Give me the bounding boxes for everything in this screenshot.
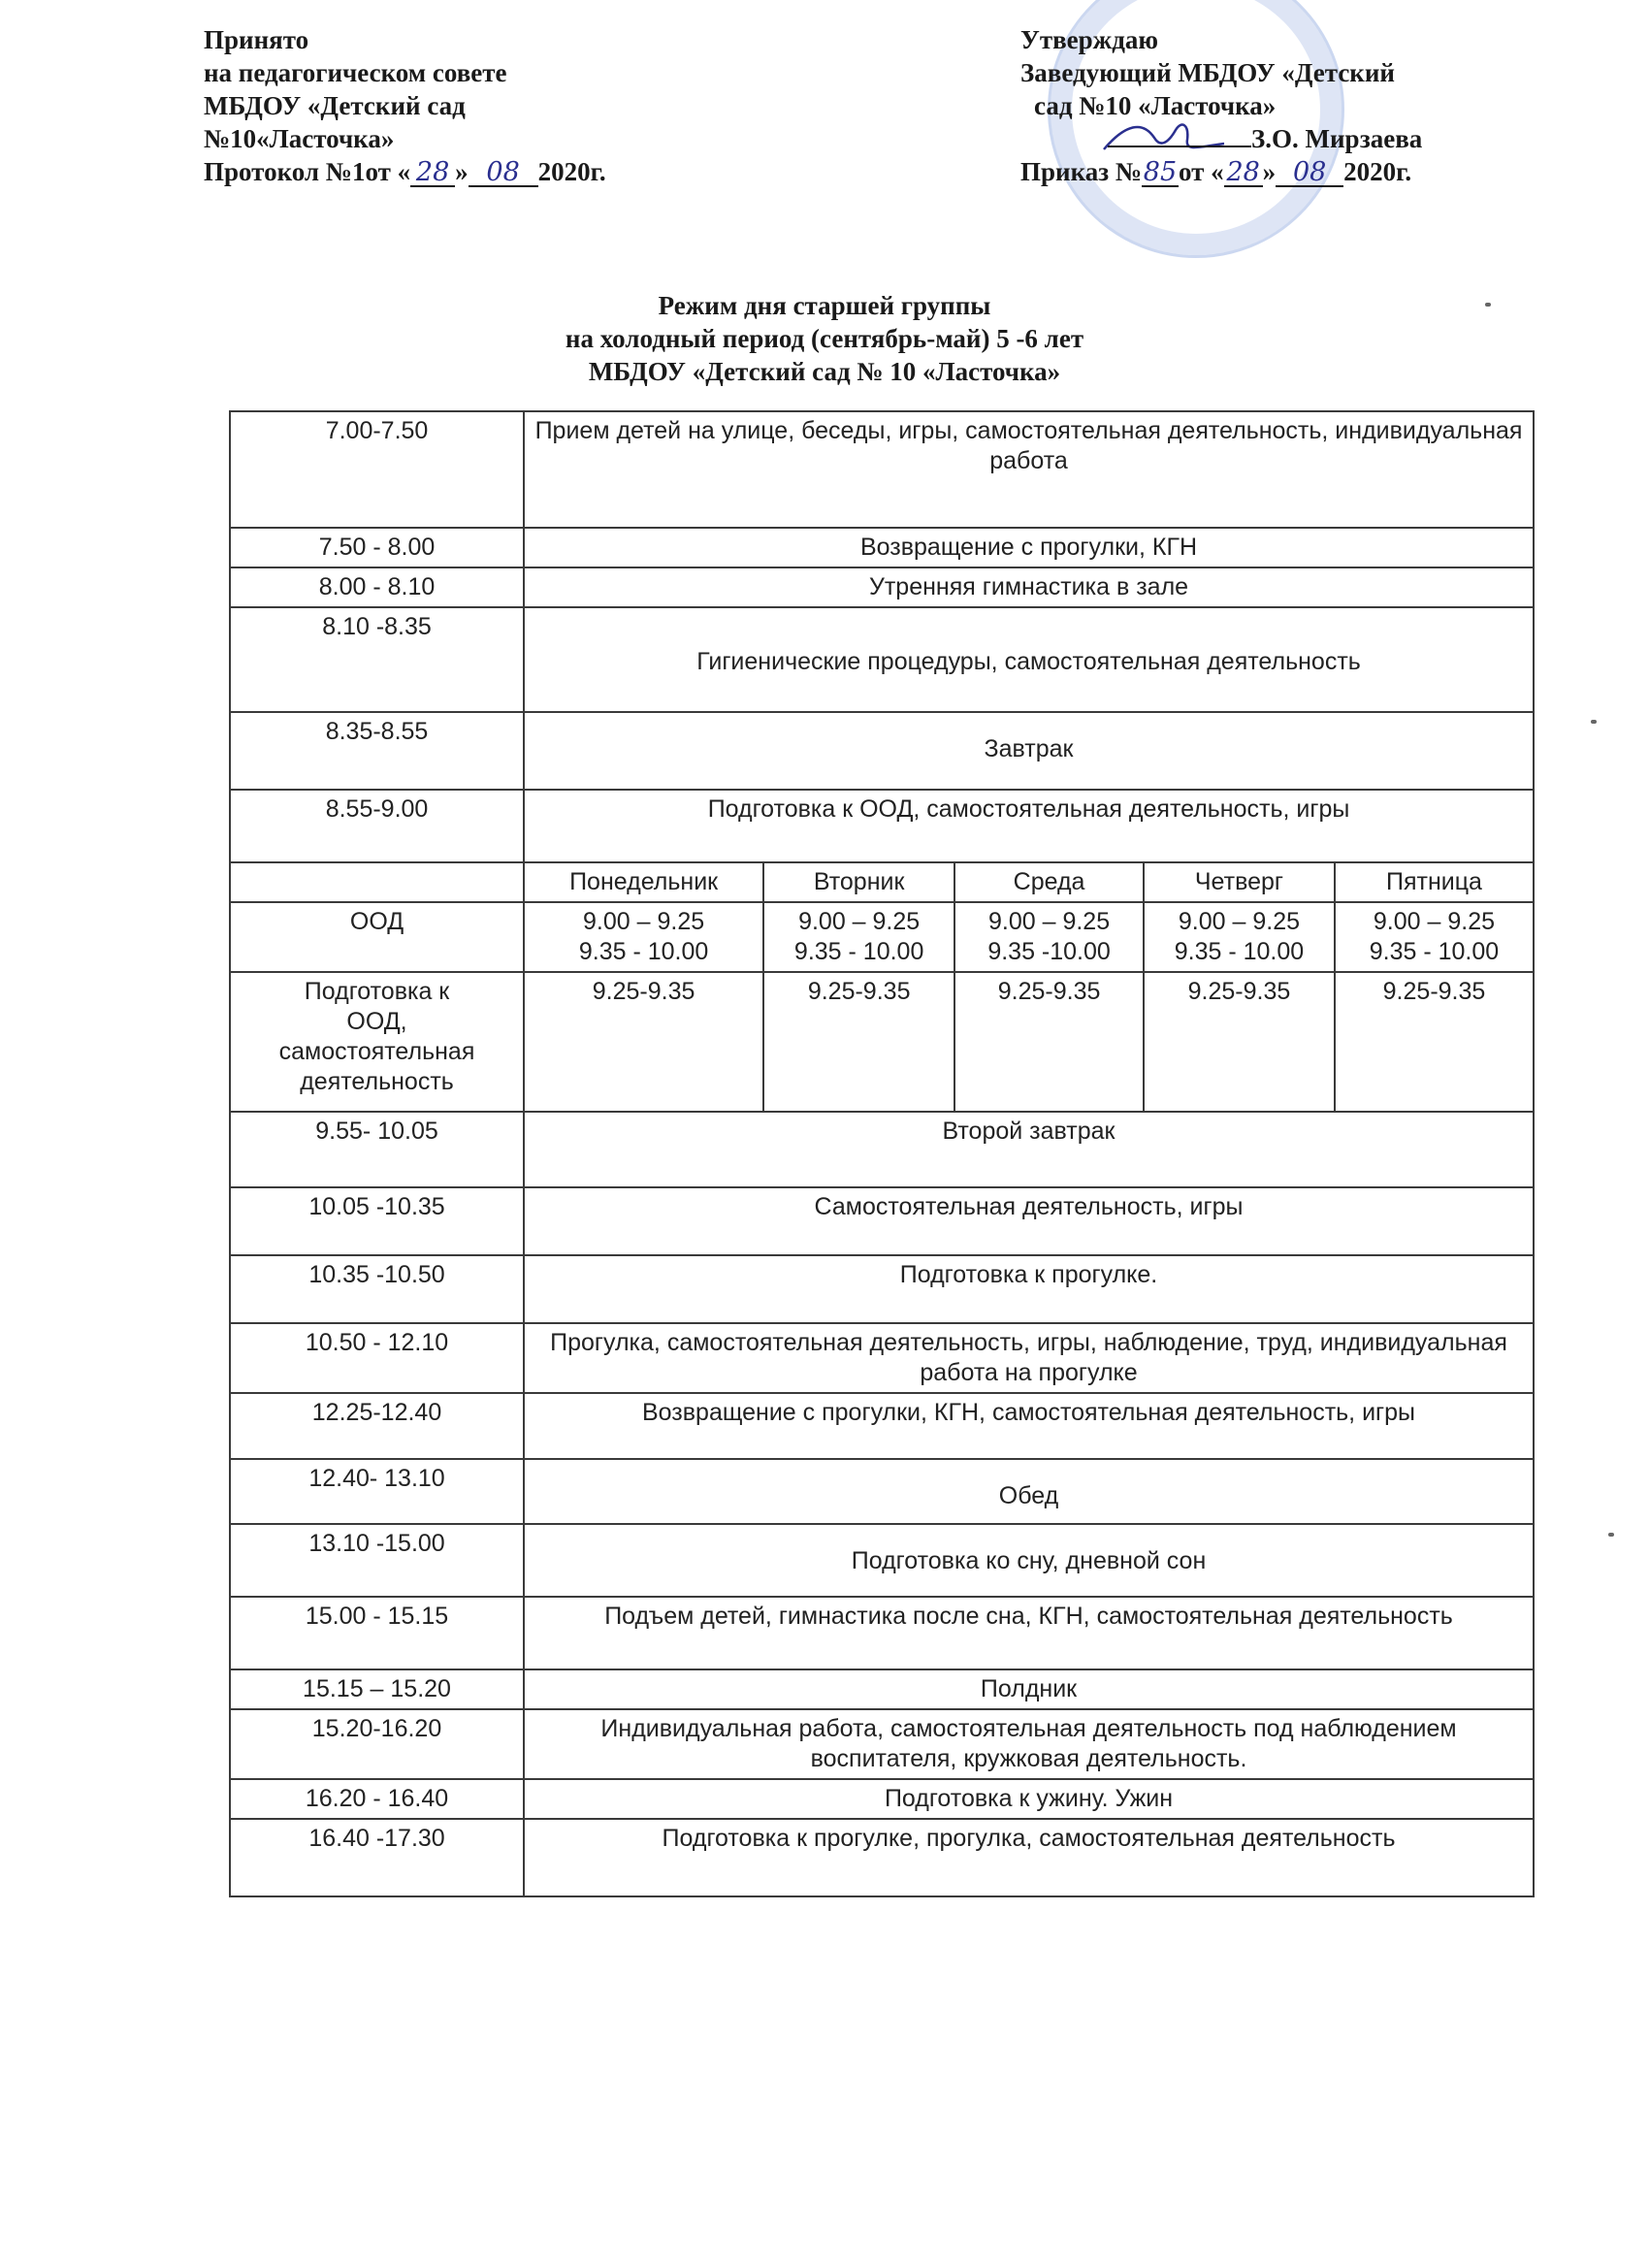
document-title <box>0 289 1649 388</box>
table-row <box>230 712 1534 790</box>
table-row <box>230 1779 1534 1819</box>
table-row <box>230 1819 1534 1896</box>
table-row <box>230 411 1534 528</box>
day-header: Понедельник <box>524 862 763 902</box>
time-cell: 12.40- 13.10 <box>230 1459 524 1524</box>
activity-cell: Полдник <box>524 1669 1534 1709</box>
order-day: 28 <box>1224 160 1263 187</box>
ood-time-b: 9.35 -10.00 <box>987 938 1111 965</box>
table-row <box>230 1255 1534 1323</box>
table-row <box>230 1524 1534 1597</box>
activity-cell: Прием детей на улице, беседы, игры, самостоятельная деятельность, индивидуальная работа <box>524 411 1534 528</box>
ood-cell <box>524 902 763 972</box>
ood-time-a: 9.00 – 9.25 <box>1373 908 1496 935</box>
ood-label: ООД <box>230 902 524 972</box>
day-header: Пятница <box>1335 862 1534 902</box>
title-line3: МБДОУ «Детский сад № 10 «Ласточка» <box>588 357 1061 386</box>
table-row <box>230 790 1534 862</box>
activity-cell: Возвращение с прогулки, КГН <box>524 528 1534 567</box>
approval-block-left <box>204 23 883 188</box>
activity-cell: Подготовка к прогулке, прогулка, самостоятельная деятельность <box>524 1819 1534 1896</box>
prep-label <box>230 972 524 1112</box>
head-org: сад №10 «Ласточка» <box>1034 91 1277 120</box>
day-header: Среда <box>954 862 1144 902</box>
time-cell: 15.20-16.20 <box>230 1709 524 1779</box>
table-row <box>230 1187 1534 1255</box>
activity-cell: Возвращение с прогулки, КГН, самостоятельная деятельность, игры <box>524 1393 1534 1459</box>
time-cell: 16.40 -17.30 <box>230 1819 524 1896</box>
table-row <box>230 1709 1534 1779</box>
time-cell: 8.10 -8.35 <box>230 607 524 712</box>
activity-cell: Подготовка к прогулке. <box>524 1255 1534 1323</box>
ood-cell <box>1144 902 1335 972</box>
protocol-month: 08 <box>469 160 538 187</box>
schedule-table <box>229 410 1535 1897</box>
time-cell: 7.00-7.50 <box>230 411 524 528</box>
ood-row <box>230 902 1534 972</box>
activity-cell: Индивидуальная работа, самостоятельная деятельность под наблюдением воспитателя, кружковая деятельность. <box>524 1709 1534 1779</box>
time-cell: 8.55-9.00 <box>230 790 524 862</box>
ood-time-b: 9.35 - 10.00 <box>578 938 709 965</box>
time-cell: 8.35-8.55 <box>230 712 524 790</box>
ood-time-a: 9.00 – 9.25 <box>1178 908 1301 935</box>
order-sep: » <box>1262 157 1277 186</box>
day-header: Четверг <box>1144 862 1335 902</box>
time-cell: 15.15 – 15.20 <box>230 1669 524 1709</box>
prep-label-line: ООД, <box>346 1008 407 1035</box>
head-position: Заведующий МБДОУ «Детский <box>1020 58 1395 87</box>
signer-line <box>1020 122 1622 155</box>
time-cell: 10.35 -10.50 <box>230 1255 524 1323</box>
protocol-line <box>204 155 883 188</box>
protocol-day: 28 <box>410 160 455 187</box>
activity-cell: Завтрак <box>524 712 1534 790</box>
ood-cell <box>1335 902 1534 972</box>
signature-blank <box>1108 122 1251 147</box>
time-cell: 12.25-12.40 <box>230 1393 524 1459</box>
order-prefix: Приказ № <box>1020 157 1142 186</box>
time-cell: 10.05 -10.35 <box>230 1187 524 1255</box>
prep-label-line: Подготовка к <box>304 978 450 1005</box>
signer-name: З.О. Мирзаева <box>1251 124 1423 153</box>
time-cell: 15.00 - 15.15 <box>230 1597 524 1669</box>
activity-cell: Подготовка к ООД, самостоятельная деятельность, игры <box>524 790 1534 862</box>
scan-speck <box>1608 1533 1614 1537</box>
ood-time-b: 9.35 - 10.00 <box>1174 938 1305 965</box>
table-row <box>230 567 1534 607</box>
time-cell: 10.50 - 12.10 <box>230 1323 524 1393</box>
activity-cell: Утренняя гимнастика в зале <box>524 567 1534 607</box>
ood-cell <box>763 902 954 972</box>
activity-cell: Подготовка ко сну, дневной сон <box>524 1524 1534 1597</box>
table-row <box>230 1323 1534 1393</box>
title-line2: на холодный период (сентябрь-май) 5 -6 лет <box>565 324 1084 353</box>
day-header: Вторник <box>763 862 954 902</box>
scan-speck <box>1485 303 1491 307</box>
order-month: 08 <box>1276 160 1343 187</box>
table-row <box>230 1112 1534 1187</box>
ood-time-b: 9.35 - 10.00 <box>1369 938 1500 965</box>
prep-label-line: самостоятельная <box>278 1038 475 1065</box>
table-row <box>230 528 1534 567</box>
time-cell: 16.20 - 16.40 <box>230 1779 524 1819</box>
table-row <box>230 1669 1534 1709</box>
activity-cell: Прогулка, самостоятельная деятельность, игры, наблюдение, труд, индивидуальная работа на прогулке <box>524 1323 1534 1393</box>
org-name-line1: МБДОУ «Детский сад <box>204 91 466 120</box>
prep-cell: 9.25-9.35 <box>1144 972 1335 1112</box>
empty-cell <box>230 862 524 902</box>
time-cell: 9.55- 10.05 <box>230 1112 524 1187</box>
prep-cell: 9.25-9.35 <box>954 972 1144 1112</box>
activity-cell: Подготовка к ужину. Ужин <box>524 1779 1534 1819</box>
council-label: на педагогическом совете <box>204 58 507 87</box>
activity-cell: Обед <box>524 1459 1534 1524</box>
protocol-sep: » <box>455 157 469 186</box>
scan-speck <box>1591 720 1597 724</box>
prep-cell: 9.25-9.35 <box>524 972 763 1112</box>
approved-label: Принято <box>204 25 309 54</box>
order-year: 2020г. <box>1343 157 1412 186</box>
activity-cell: Самостоятельная деятельность, игры <box>524 1187 1534 1255</box>
table-row <box>230 1459 1534 1524</box>
ood-time-b: 9.35 - 10.00 <box>793 938 924 965</box>
order-number: 85 <box>1143 157 1178 187</box>
protocol-year: 2020г. <box>537 157 606 186</box>
table-row <box>230 607 1534 712</box>
order-mid: от « <box>1178 157 1224 186</box>
days-header-row <box>230 862 1534 902</box>
approval-block-right <box>1020 23 1622 188</box>
ood-cell <box>954 902 1144 972</box>
activity-cell: Гигиенические процедуры, самостоятельная деятельность <box>524 607 1534 712</box>
prep-row <box>230 972 1534 1112</box>
protocol-prefix: Протокол №1от « <box>204 157 411 186</box>
activity-cell: Второй завтрак <box>524 1112 1534 1187</box>
time-cell: 7.50 - 8.00 <box>230 528 524 567</box>
time-cell: 13.10 -15.00 <box>230 1524 524 1597</box>
time-cell: 8.00 - 8.10 <box>230 567 524 607</box>
prep-cell: 9.25-9.35 <box>763 972 954 1112</box>
prep-label-line: деятельность <box>300 1068 454 1095</box>
order-line <box>1020 155 1622 188</box>
approve-label: Утверждаю <box>1020 25 1159 54</box>
ood-time-a: 9.00 – 9.25 <box>798 908 921 935</box>
ood-time-a: 9.00 – 9.25 <box>988 908 1111 935</box>
prep-cell: 9.25-9.35 <box>1335 972 1534 1112</box>
activity-cell: Подъем детей, гимнастика после сна, КГН, самостоятельная деятельность <box>524 1597 1534 1669</box>
title-line1: Режим дня старшей группы <box>658 291 991 320</box>
org-name-line2: №10«Ласточка» <box>204 124 395 153</box>
table-row <box>230 1597 1534 1669</box>
ood-time-a: 9.00 – 9.25 <box>583 908 705 935</box>
table-row <box>230 1393 1534 1459</box>
